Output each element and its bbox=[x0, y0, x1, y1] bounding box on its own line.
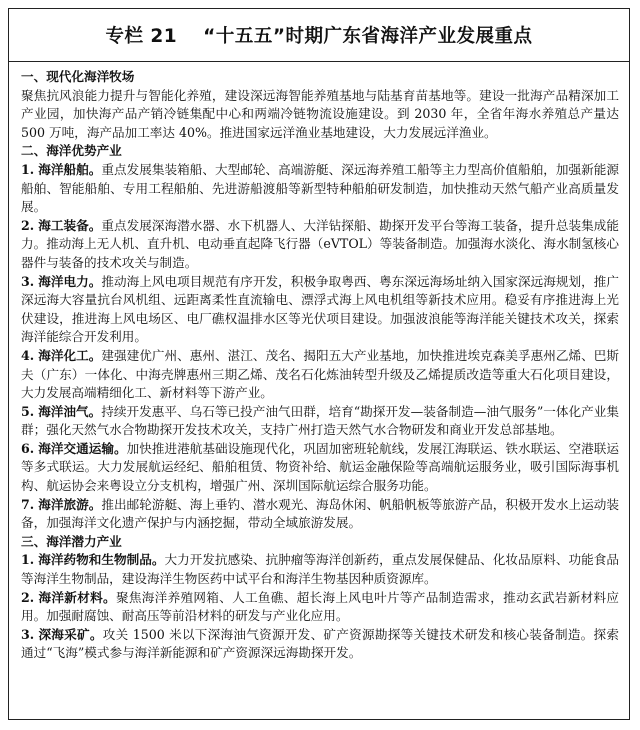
title-text: “十五五”时期广东省海洋产业发展重点 bbox=[203, 26, 533, 47]
item-number: 3. bbox=[21, 273, 35, 289]
item-heading: 海洋电力。 bbox=[38, 273, 102, 289]
item-heading: 海洋油气。 bbox=[38, 403, 102, 419]
item-number: 6. bbox=[21, 440, 35, 456]
box-content bbox=[9, 62, 629, 663]
item-heading: 海洋交通运输。 bbox=[38, 440, 127, 456]
item-text: 重点发展集装箱船、大型邮轮、高端游艇、深远海养殖工船等主力型高价值船舶，加强新能源船舶、智能船舶、专用工程船舶、先进游船渡船等新型特种船舶研发制造，加快推动天然气船产业高质量发展。 bbox=[21, 161, 620, 215]
section-heading: 三、海洋潜力产业 bbox=[21, 533, 122, 549]
section-paragraph bbox=[21, 161, 619, 217]
section-paragraph bbox=[21, 440, 619, 496]
item-number: 1. bbox=[21, 552, 35, 568]
item-heading: 海洋化工。 bbox=[38, 347, 102, 363]
item-number: 2. bbox=[21, 589, 35, 605]
item-number: 5. bbox=[21, 403, 35, 419]
section-heading: 二、海洋优势产业 bbox=[21, 143, 122, 159]
item-heading: 海洋旅游。 bbox=[38, 496, 102, 512]
item-heading: 海工装备。 bbox=[38, 217, 102, 233]
item-text: 推动海上风电项目规范有序开发，积极争取粤西、粤东深远海场址纳入国家深远海规划，推广深远海大容量抗台风机组、远距离柔性直流输电、漂浮式海上风电机组等新技术应用。稳妥有序推进海上光伏建设，推进海上风电场区、电厂礁权温排水区等光伏项目建设。加强波浪能等海洋能关键技术攻关，探索海洋能综合开发利用。 bbox=[21, 273, 620, 345]
item-text: 建强建优广州、惠州、湛江、茂名、揭阳五大产业基地，加快推进埃克森美孚惠州乙烯、巴斯夫（广东）一体化、中海壳牌惠州三期乙烯、茂名石化炼油转型升级及乙烯提质改造等重大石化项目建设，大力发展高端精细化工、新材料等下游产业。 bbox=[21, 347, 620, 401]
item-text: 推出邮轮游艇、海上垂钓、潜水观光、海岛休闲、帆船帆板等旅游产品，积极开发水上运动装备，加强海洋文化遗产保护与内涵挖掘，带动全域旅游发展。 bbox=[21, 496, 620, 531]
item-heading: 海洋药物和生物制品。 bbox=[38, 552, 165, 568]
item-text: 攻关 1500 米以下深海油气资源开发、矿产资源勘探等关键技术研发和核心装备制造。探索通过“飞海”模式参与海洋新能源和矿产资源深远海勘探开发。 bbox=[21, 626, 620, 661]
section-paragraph bbox=[21, 589, 619, 626]
item-number: 7. bbox=[21, 496, 35, 512]
section-paragraph bbox=[21, 87, 619, 143]
item-number: 1. bbox=[21, 161, 35, 177]
item-text: 重点发展深海潜水器、水下机器人、大洋钻探船、勘探开发平台等海工装备，提升总装集成能力。推动海上无人机、直升机、电动垂直起降飞行器（eVTOL）等装备制造。加强海水淡化、海水制氢核心器件与装备的技术攻关与制造。 bbox=[21, 217, 620, 270]
section-paragraph bbox=[21, 551, 619, 588]
section-paragraph bbox=[21, 273, 619, 347]
item-text: 加快推进港航基础设施现代化，巩固加密班轮航线，发展江海联运、铁水联运、空港联运等多式联运。大力发展航运经纪、船舶租赁、物资补给、航运金融保险等高端航运服务业，吸引国际海事机构、航运协会来粤设立分支机构，增强广州、深圳国际航运综合服务功能。 bbox=[21, 440, 620, 494]
section-paragraph bbox=[21, 217, 619, 273]
item-heading: 海洋新材料。 bbox=[38, 589, 116, 605]
item-number: 4. bbox=[21, 347, 35, 363]
section-paragraph bbox=[21, 626, 619, 663]
feature-box bbox=[8, 8, 630, 720]
item-number: 2. bbox=[21, 217, 35, 233]
section-paragraph bbox=[21, 496, 619, 533]
section-paragraph bbox=[21, 403, 619, 440]
item-text: 聚焦抗风浪能力提升与智能化养殖，建设深远海智能养殖基地与陆基育苗基地等。建设一批海产品精深加工产业园，加快海产品产销冷链集配中心和两端冷链物流设施建设。到 2030 年，全省年海水养殖总产量达 500 万吨，海产品加工率达 40%。推进国家远洋渔业基地建设，大力发展远洋渔业。 bbox=[21, 87, 619, 140]
item-text: 大力开发抗感染、抗肿瘤等海洋创新药，重点发展保健品、化妆品原料、功能食品等海洋生物制品，建设海洋生物医药中试平台和海洋生物基因种质资源库。 bbox=[21, 552, 620, 587]
section-paragraph bbox=[21, 347, 619, 403]
box-title bbox=[9, 9, 629, 62]
item-heading: 深海采矿。 bbox=[38, 626, 103, 642]
item-text: 持续开发惠平、乌石等已投产油气田群，培育“勘探开发—装备制造—油气服务”一体化产业集群；强化天然气水合物勘探开发技术攻关，支持广州打造天然气水合物研发和商业开发总部基地。 bbox=[21, 403, 619, 438]
column-tag: 专栏 21 bbox=[105, 26, 178, 47]
item-text: 聚焦海洋养殖网箱、人工鱼礁、超长海上风电叶片等产品制造需求，推动玄武岩新材料应用。加强耐腐蚀、耐高压等前沿材料的研发与产业化应用。 bbox=[21, 589, 620, 624]
item-number: 3. bbox=[21, 626, 35, 642]
section-heading: 一、现代化海洋牧场 bbox=[21, 69, 135, 84]
item-heading: 海洋船舶。 bbox=[38, 161, 102, 177]
